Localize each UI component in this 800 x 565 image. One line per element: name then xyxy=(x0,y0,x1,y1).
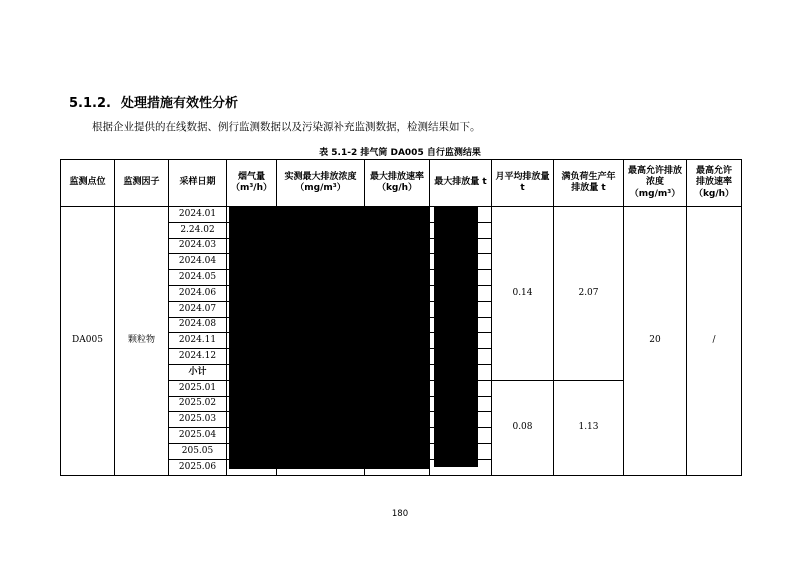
monitoring-point-cell: DA005 xyxy=(61,207,115,476)
date-cell: 2025.04 xyxy=(169,428,227,444)
header-cell: 烟气量 （m³/h） xyxy=(227,160,277,207)
date-cell: 2025.06 xyxy=(169,459,227,475)
date-cell: 2024.12 xyxy=(169,349,227,365)
page-number: 180 xyxy=(391,509,409,519)
monitoring-factor-cell: 颗粒物 xyxy=(115,207,169,476)
date-cell: 2024.07 xyxy=(169,301,227,317)
section-heading xyxy=(69,92,238,111)
redaction-block-measurements xyxy=(229,206,430,469)
annual-full-load-cell: 1.13 xyxy=(554,380,624,475)
header-cell: 实测最大排放浓度 （mg/m³） xyxy=(277,160,365,207)
date-cell: 205.05 xyxy=(169,443,227,459)
header-cell: 采样日期 xyxy=(169,160,227,207)
header-cell: 最高允许排放 浓度 （mg/m³） xyxy=(624,160,687,207)
date-cell: 2024.05 xyxy=(169,270,227,286)
monthly-avg-cell: 0.14 xyxy=(492,207,554,381)
date-cell: 2.24.02 xyxy=(169,222,227,238)
date-cell: 2025.03 xyxy=(169,412,227,428)
subtotal-label: 小计 xyxy=(169,364,227,380)
header-cell: 最高允许 排放速率 （kg/h） xyxy=(687,160,742,207)
date-cell: 2024.08 xyxy=(169,317,227,333)
allowed-rate-cell: / xyxy=(687,207,742,476)
table-caption: 表 5.1-2 排气筒 DA005 自行监测结果 xyxy=(319,148,481,158)
intro-paragraph: 根据企业提供的在线数据、例行监测数据以及污染源补充监测数据，检测结果如下。 xyxy=(92,121,481,133)
header-cell: 满负荷生产年 排放量 t xyxy=(554,160,624,207)
date-cell: 2024.04 xyxy=(169,254,227,270)
header-cell: 月平均排放量 t xyxy=(492,160,554,207)
date-cell: 2025.01 xyxy=(169,380,227,396)
date-cell: 2024.06 xyxy=(169,285,227,301)
header-row xyxy=(61,160,742,207)
annual-full-load-cell: 2.07 xyxy=(554,207,624,381)
header-cell: 最大排放量 t xyxy=(430,160,492,207)
date-cell: 2024.01 xyxy=(169,207,227,223)
header-cell: 监测点位 xyxy=(61,160,115,207)
date-cell: 2025.02 xyxy=(169,396,227,412)
header-cell: 监测因子 xyxy=(115,160,169,207)
date-cell: 2024.11 xyxy=(169,333,227,349)
monthly-avg-cell: 0.08 xyxy=(492,380,554,475)
allowed-concentration-cell: 20 xyxy=(624,207,687,476)
header-cell: 最大排放速率 （kg/h） xyxy=(365,160,430,207)
redaction-block-max-emission xyxy=(434,207,478,467)
date-cell: 2024.03 xyxy=(169,238,227,254)
section-title: 处理措施有效性分析 xyxy=(120,96,238,111)
section-number: 5.1.2. xyxy=(69,96,111,111)
